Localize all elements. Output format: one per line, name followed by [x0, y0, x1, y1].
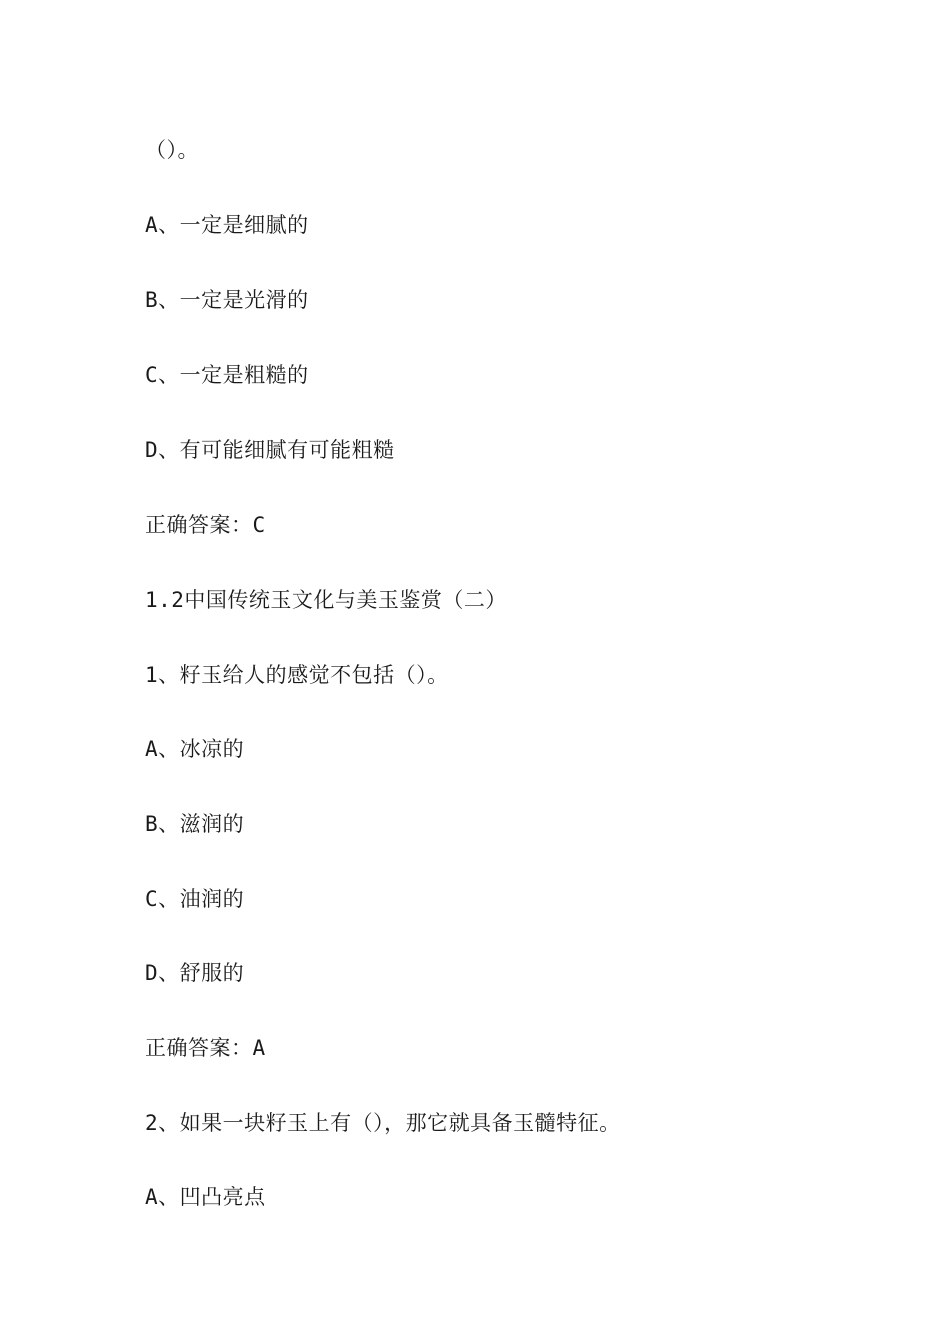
option-b: B、一定是光滑的	[145, 288, 309, 312]
option-d: D、有可能细腻有可能粗糙	[145, 438, 395, 462]
option-a: A、一定是细腻的	[145, 213, 309, 237]
q1-option-d: D、舒服的	[145, 961, 245, 985]
q1-correct-answer: 正确答案：A	[145, 1036, 266, 1060]
q1-option-b: B、滋润的	[145, 812, 245, 836]
q1-option-c: C、油润的	[145, 887, 245, 911]
option-c: C、一定是粗糙的	[145, 363, 309, 387]
q1-option-a: A、冰凉的	[145, 737, 245, 761]
section-heading: 1.2中国传统玉文化与美玉鉴赏（二）	[145, 588, 507, 612]
correct-answer: 正确答案：C	[145, 513, 266, 537]
question-2: 2、如果一块籽玉上有（），那它就具备玉髓特征。	[145, 1111, 621, 1135]
question-1: 1、籽玉给人的感觉不包括（）。	[145, 663, 449, 687]
q2-option-a: A、凹凸亮点	[145, 1185, 266, 1209]
question-continuation: （）。	[145, 138, 199, 162]
